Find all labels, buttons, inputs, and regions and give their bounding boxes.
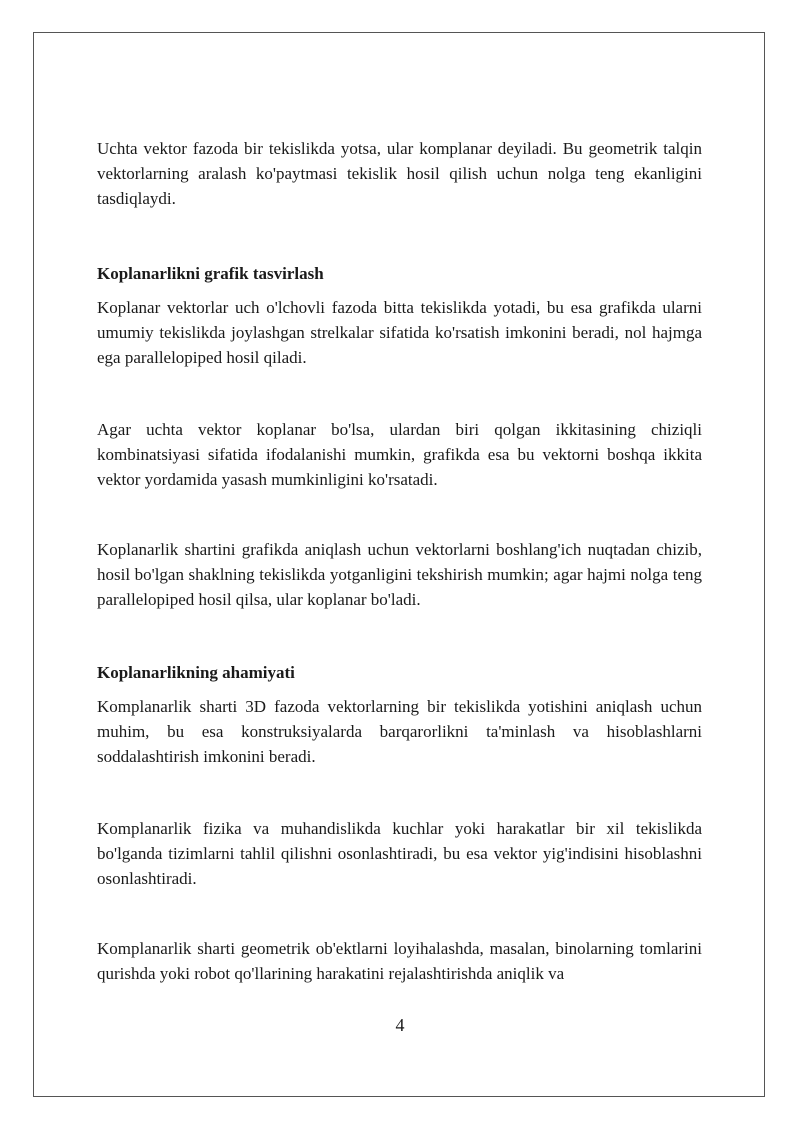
paragraph-design-application: Komplanarlik sharti geometrik ob'ektlarni loyihalashda, masalan, binolarning tomlarini qurishda yoki robot qo'llarining harakatini rejalashtirishda aniqlik va — [97, 939, 702, 983]
page-number: 4 — [395, 1015, 405, 1035]
paragraph-physics-engineering: Komplanarlik fizika va muhandislikda kuchlar yoki harakatlar bir xil tekislikda bo'lganda tizimlarni tahlil qilishni osonlashtiradi, bu esa vektor yig'indisini hisoblashni osonlashtiradi. — [97, 819, 702, 888]
paragraph-linear-combination: Agar uchta vektor koplanar bo'lsa, ulardan biri qolgan ikkitasining chiziqli kombinatsiyasi sifatida ifodalanishi mumkin, grafikda esa bu vektorni boshqa ikkita vektor yordamida yasash mumkinligini ko'rsatadi. — [97, 420, 702, 489]
heading-importance: Koplanarlikning ahamiyati — [97, 663, 295, 682]
paragraph-importance-3d: Komplanarlik sharti 3D fazoda vektorlarning bir tekislikda yotishini aniqlash uchun muhim, bu esa konstruksiyalarda barqarorlikni ta'minlash va hisoblashlarni soddalashtirish imkonini beradi. — [97, 697, 702, 766]
paragraph-condition-check: Koplanarlik shartini grafikda aniqlash uchun vektorlarni boshlang'ich nuqtadan chizib, hosil bo'lgan shaklning tekislikda yotganligini tekshirish mumkin; agar hajmi nolga teng parallelopiped hosil qilsa, ular koplanar bo'ladi. — [97, 540, 702, 609]
heading-graphical-representation: Koplanarlikni grafik tasvirlash — [97, 264, 324, 283]
page-content — [97, 136, 702, 986]
paragraph-complanar-definition: Uchta vektor fazoda bir tekislikda yotsa, ular komplanar deyiladi. Bu geometrik talqin vektorlarning aralash ko'paytmasi tekislik hosil qilish uchun nolga teng ekanligini tasdiqlaydi. — [97, 139, 702, 208]
paragraph-graphical-representation: Koplanar vektorlar uch o'lchovli fazoda bitta tekislikda yotadi, bu esa grafikda ularni umumiy tekislikda joylashgan strelkalar sifatida ko'rsatish imkonini beradi, nol hajmga ega parallelopiped hosil qiladi. — [97, 298, 702, 367]
